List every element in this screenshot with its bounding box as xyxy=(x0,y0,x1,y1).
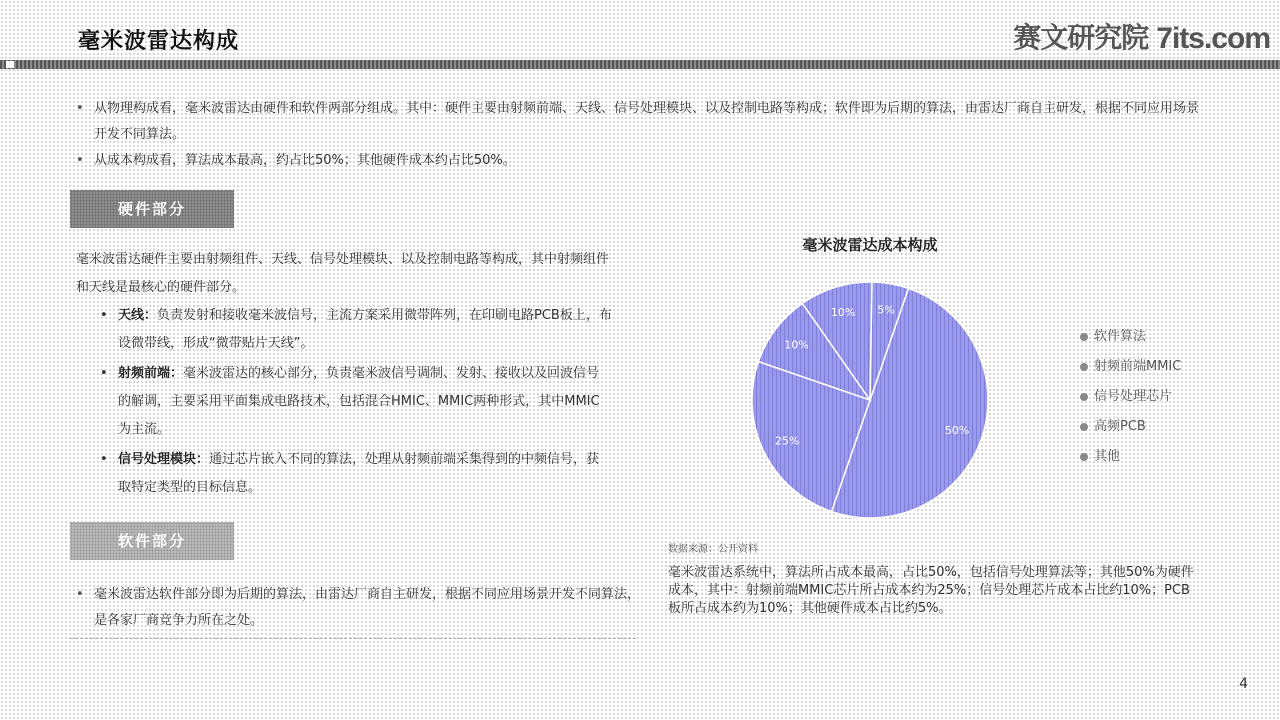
pie-slice-label: 50% xyxy=(944,423,970,437)
pie-slice-label: 5% xyxy=(877,303,895,317)
chart-title: 毫米波雷达成本构成 xyxy=(802,236,938,254)
hardware-item-antenna xyxy=(100,302,612,358)
legend-item xyxy=(1080,352,1181,382)
legend-dot-icon xyxy=(1080,363,1088,371)
legend-item xyxy=(1080,442,1181,472)
intro-bullet-list xyxy=(70,96,1210,174)
legend-item xyxy=(1080,382,1181,412)
legend-dot-icon xyxy=(1080,423,1088,431)
pie-slice-label: 25% xyxy=(775,434,800,448)
legend-item xyxy=(1080,322,1181,352)
legend-label: 射频前端MMIC xyxy=(1094,359,1182,374)
legend-label: 高频PCB xyxy=(1094,419,1146,434)
page-header xyxy=(0,0,1280,70)
header-divider-notch xyxy=(6,61,14,68)
legend-dot-icon xyxy=(1080,333,1088,341)
brand-logo xyxy=(1013,16,1270,56)
software-bullet: • 毫米波雷达软件部分即为后期的算法，由雷达厂商自主研发，根据不同应用场景开发不同算法，是各家厂商竞争力所在之处。 xyxy=(70,582,640,634)
source-note: 数据来源：公开资料 xyxy=(668,544,758,555)
hardware-item-desc: 毫米波雷达的核心部分，负责毫米波信号调制、发射、接收以及回波信号的解调，主要采用平面集成电路技术，包括混合HMIC、MMIC两种形式，其中MMIC为主流。 xyxy=(118,366,600,437)
header-divider xyxy=(0,60,1280,69)
chart-summary: 毫米波雷达系统中，算法所占成本最高，占比50%，包括信号处理算法等；其他50%为硬件成本，其中：射频前端MMIC芯片所占成本约为25%；信号处理芯片成本占比约10%；PCB板所占成本约为10%；其他硬件成本占比约5%。 xyxy=(668,565,1194,616)
hardware-section-label: 硬件部分 xyxy=(70,190,234,228)
software-bullet-list xyxy=(70,582,640,634)
hardware-item-desc: 通过芯片嵌入不同的算法，处理从射频前端采集得到的中频信号，获取特定类型的目标信息。 xyxy=(118,452,600,495)
legend-label: 其他 xyxy=(1094,449,1121,464)
software-section-label: 软件部分 xyxy=(70,522,234,560)
legend-dot-icon xyxy=(1080,393,1088,401)
hardware-intro: 毫米波雷达硬件主要由射频组件、天线、信号处理模块、以及控制电路等构成，其中射频组件和天线是最核心的硬件部分。 xyxy=(76,252,610,295)
legend-label: 信号处理芯片 xyxy=(1094,389,1173,404)
hardware-item-signal-processing xyxy=(100,446,612,502)
page-number: 4 xyxy=(1239,676,1248,692)
hardware-item-rf-frontend xyxy=(100,360,612,444)
logo-cn-text: 赛文研究院 xyxy=(1013,21,1149,54)
page-title: 毫米波雷达构成 xyxy=(78,29,240,54)
hardware-item-term: 信号处理模块： xyxy=(118,452,210,467)
hardware-item-term: 射频前端： xyxy=(118,366,184,381)
intro-bullet: • 从物理构成看，毫米波雷达由硬件和软件两部分组成。其中：硬件主要由射频前端、天线、信号处理模块、以及控制电路等构成；软件即为后期的算法，由雷达厂商自主研发，根据不同应用场景开发不同算法。 xyxy=(70,96,1210,148)
hardware-item-list xyxy=(100,302,612,504)
intro-bullet: • 从成本构成看，算法成本最高，约占比50%；其他硬件成本约占比50%。 xyxy=(70,148,1210,174)
pie-slice-label: 10% xyxy=(784,338,809,352)
hardware-item-desc: 负责发射和接收毫米波信号，主流方案采用微带阵列，在印刷电路PCB板上，布设微带线，形成“微带贴片天线”。 xyxy=(118,308,612,351)
pie-slice-label: 10% xyxy=(830,305,856,319)
software-divider xyxy=(70,638,636,639)
hardware-item-term: 天线： xyxy=(118,308,158,323)
chart-legend xyxy=(1080,322,1181,472)
logo-en-text: 7its.com xyxy=(1156,22,1270,55)
legend-dot-icon xyxy=(1080,453,1088,461)
legend-label: 软件算法 xyxy=(1094,329,1147,344)
legend-item xyxy=(1080,412,1181,442)
